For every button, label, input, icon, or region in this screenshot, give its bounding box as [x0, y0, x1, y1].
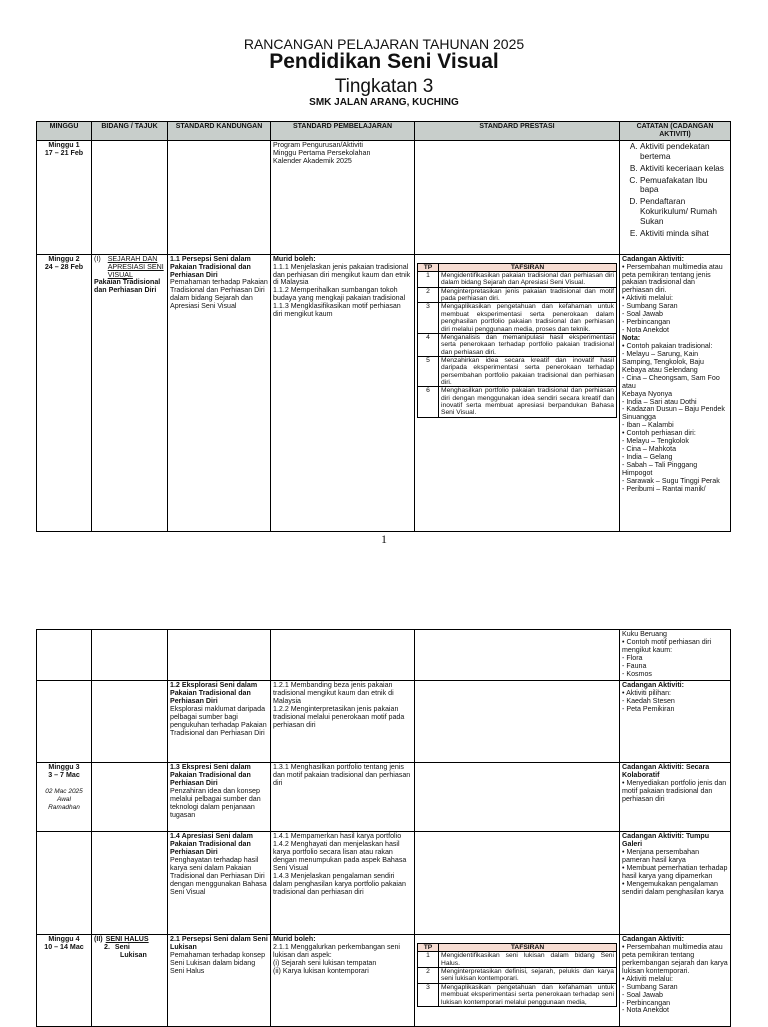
week-label: Minggu 3	[48, 763, 80, 771]
nota-line: - Iban – Kalambi	[622, 421, 674, 430]
subject-title: Pendidikan Seni Visual	[269, 50, 499, 73]
notes-title: Cadangan Aktiviti:	[622, 935, 685, 943]
lesson-plan-table-page-2	[36, 629, 731, 1027]
tp-header: TP	[418, 263, 439, 271]
prestasi-cell	[415, 763, 620, 832]
note-line: - Fauna	[622, 661, 647, 670]
note-line: • Aktiviti melalui:	[622, 974, 673, 983]
tp-text: Menganalisis dan memanipulasi hasil eksperimentasi serta penerokaan terhadap portfolio pakaian tradisional dan perhiasan diri.	[439, 333, 617, 356]
sk-title: 2.1 Persepsi Seni dalam Seni Lukisan	[170, 935, 268, 951]
catatan-cell	[620, 630, 731, 681]
note-line: - Soal Jawab	[622, 990, 664, 999]
table-row-week-4	[37, 935, 731, 1027]
tp-level: 2	[418, 968, 439, 984]
note-line: - Perbincangan	[622, 318, 671, 327]
bidang-cell	[92, 935, 168, 1027]
sp-cell	[271, 630, 415, 681]
activity-list	[622, 142, 728, 240]
sp-item: 1.1.1 Menjelaskan jenis pakaian tradisional dan perhiasan diri mengikut kaum dan etnik di Malaysia	[273, 262, 411, 287]
sk-title: 1.1 Persepsi Seni dalam Pakaian Tradisional dan Perhiasan Diri	[170, 254, 251, 279]
sp-cell	[271, 935, 415, 1027]
col-header-sk: STANDARD KANDUNGAN	[168, 122, 271, 141]
sk-title: 1.4 Apresiasi Seni dalam Pakaian Tradisional dan Perhiasan Diri	[170, 832, 253, 856]
bidang-number: (I)	[94, 254, 101, 263]
sk-cell	[168, 630, 271, 681]
tp-level: 4	[418, 333, 439, 356]
tp-text: Mengidentifikasikan pakaian tradisional dan perhiasan diri dalam bidang Sejarah dan Apresiasi Seni Visual.	[439, 272, 617, 288]
list-item: D. Pendaftaran Kokurikulum/ Rumah Sukan	[640, 197, 728, 227]
sk-cell	[168, 832, 271, 935]
sk-description: Eksplorasi maklumat daripada pelbagai sumber bagi pengukuhan terhadap Pakaian Tradisional dan Perhiasan Diri	[170, 704, 267, 737]
table-header-row	[37, 122, 731, 141]
catatan-cell	[620, 681, 731, 763]
calendar-note	[39, 788, 89, 812]
bidang-cell	[92, 630, 168, 681]
table-row-week-2	[37, 254, 731, 531]
bidang-number: (II)	[94, 935, 103, 943]
program-line: Program Pengurusan/Aktiviti	[273, 140, 363, 149]
sk-description: Penghayatan terhadap hasil karya seni dalam Pakaian Tradisional dan Perhiasan Diri dengan menggunakan Bahasa Seni Visual	[170, 855, 267, 896]
bidang-cell	[92, 681, 168, 763]
catatan-cell	[620, 763, 731, 832]
note-line: • Aktiviti pilihan:	[622, 688, 672, 697]
col-header-catatan: CATATAN (CADANGAN AKTIVITI)	[620, 122, 731, 141]
lesson-plan-table-page-1	[36, 121, 731, 532]
note-line: - Peta Pemikiran	[622, 704, 675, 713]
nota-line: - India – Sari atau Dothi	[622, 397, 697, 406]
note-line: • Persembahan multimedia atau peta pemikiran tentang perkembangan sejarah dan karya lukisan kontemporari.	[622, 942, 728, 975]
sk-cell	[168, 254, 271, 531]
tp-header-row	[418, 944, 617, 952]
tp-text: Menginterpretasikan jenis pakaian tradisional dan motif pada perhiasan diri.	[439, 287, 617, 303]
bidang-name: SEJARAH DAN APRESIASI SENI VISUAL	[107, 254, 164, 279]
tp-table	[417, 943, 617, 1007]
sk-title: 1.3 Ekspresi Seni dalam Pakaian Tradisional dan Perhiasan Diri	[170, 763, 251, 787]
sk-title: 1.2 Eksplorasi Seni dalam Pakaian Tradisional dan Perhiasan Diri	[170, 681, 258, 705]
table-row-week-1	[37, 140, 731, 254]
sp-item: 1.4.1 Mempamerkan hasil karya portfolio	[273, 832, 402, 840]
prestasi-cell	[415, 140, 620, 254]
sp-item: 1.2.2 Menginterpretasikan jenis pakaian tradisional melalui penerokaan motif pada perhiasan diri	[273, 704, 405, 729]
nota-line: Kebaya Nyonya	[622, 389, 673, 398]
catatan-cell	[620, 935, 731, 1027]
prestasi-cell	[415, 935, 620, 1027]
program-cell	[271, 140, 415, 254]
table-row-1-4	[37, 832, 731, 935]
note-line: • Persembahan multimedia atau peta pemikiran tentang jenis pakaian tradisional dan perhiasan diri.	[622, 262, 723, 295]
note-line: Ramadhan	[48, 804, 80, 812]
tp-row	[418, 272, 617, 288]
sub-name: Seni	[114, 942, 130, 951]
list-item: E. Aktiviti minda sihat	[640, 229, 728, 239]
nota-line: - India – Gelang	[622, 453, 673, 462]
nota-line: - Kadazan Dusun – Baju Pendek Sinuangga	[622, 405, 725, 422]
note-line: - Kosmos	[622, 669, 652, 678]
tp-row	[418, 968, 617, 984]
bidang-cell	[92, 140, 168, 254]
note-line: - Flora	[622, 653, 643, 662]
week-dates: 17 – 21 Feb	[44, 148, 84, 157]
nota-line: - Cina – Mahkota	[622, 445, 677, 454]
tp-row	[418, 387, 617, 417]
tafsiran-header: TAFSIRAN	[439, 263, 617, 271]
notes-title: Cadangan Aktiviti:	[622, 254, 685, 263]
tp-text: Menzahirkan idea secara kreatif dan inovatif hasil daripada eksperimentasi serta penerokaan terhadap persembahan portfolio pakaian tradisional dan perhiasan diri.	[439, 356, 617, 386]
note-line: • Menjana persembahan pameran hasil karya	[622, 847, 700, 864]
note-line: - Soal Jawab	[622, 310, 664, 319]
week-dates: 3 – 7 Mac	[48, 770, 80, 779]
nota-line: • Contoh pakaian tradisional:	[622, 341, 713, 350]
week-cell	[37, 630, 92, 681]
sk-description: Pemahaman terhadap konsep Seni Lukisan dalam bidang Seni Halus	[170, 950, 266, 975]
notes-title: Cadangan Aktiviti:	[622, 681, 685, 689]
sp-item: 2.1.1 Menggalurkan perkembangan seni lukisan dari aspek:	[273, 942, 400, 959]
week-dates: 10 – 14 Mac	[44, 942, 84, 951]
note-line: - Kaedah Stesen	[622, 696, 675, 705]
week-cell	[37, 935, 92, 1027]
sp-intro: Murid boleh:	[273, 254, 316, 263]
tp-text: Mengaplikasikan pengetahuan dan kefahaman untuk membuat eksperimentasi serta penerokaan terhadap seni lukisan kontemporari melalui penggunaan media,	[439, 983, 617, 1006]
col-header-minggu: MINGGU	[37, 122, 92, 141]
week-cell	[37, 832, 92, 935]
table-row-1-2	[37, 681, 731, 763]
note-line: • Mengemukakan pengalaman sendiri dalam penghasilan karya	[622, 879, 724, 896]
note-line: - Perbincangan	[622, 998, 671, 1007]
nota-title: Nota:	[622, 334, 641, 343]
week-cell	[37, 140, 92, 254]
nota-line: - Melayu – Sarung, Kain Samping, Tengkolok, Baju Kebaya atau Selendang	[622, 349, 704, 374]
tp-row	[418, 356, 617, 386]
tp-text: Mengidentifikasikan seni lukisan dalam bidang Seni Halus.	[439, 952, 617, 968]
sp-item: 1.1.3 Mengklasifikasikan motif perhiasan diri mengikut kaum	[273, 302, 401, 319]
nota-line: - Peribumi – Rantai manik/	[622, 484, 706, 493]
list-item: A. Aktiviti pendekatan bertema	[640, 142, 728, 162]
bidang-cell	[92, 832, 168, 935]
prestasi-cell	[415, 681, 620, 763]
program-line: Minggu Pertama Persekolahan	[273, 148, 371, 157]
sp-item: 1.4.3 Menjelaskan pengalaman sendiri dalam penghasilan karya portfolio pakaian tradisional dan perhiasan diri	[273, 871, 406, 896]
sp-item: (ii) Karya lukisan kontemporari	[273, 966, 369, 975]
sp-item: 1.4.2 Menghayati dan menjelaskan hasil karya portfolio secara lisan atau rakan dengan menumpukan pada aspek Bahasa Seni Visual	[273, 839, 407, 872]
table-row-week-3	[37, 763, 731, 832]
tp-level: 5	[418, 356, 439, 386]
program-line: Kalender Akademik 2025	[273, 156, 352, 165]
tafsiran-header: TAFSIRAN	[439, 944, 617, 952]
tp-header-row	[418, 263, 617, 271]
prestasi-cell	[415, 630, 620, 681]
tp-row	[418, 287, 617, 303]
notes-title: Cadangan Aktiviti: Secara Kolaboratif	[622, 763, 710, 779]
nota-line: • Contoh perhiasan diri:	[622, 429, 696, 438]
tp-level: 2	[418, 287, 439, 303]
note-line: Awal	[57, 796, 71, 803]
tp-row	[418, 303, 617, 333]
sub-number: 2.	[104, 942, 110, 951]
sp-item: (i) Sejarah seni lukisan tempatan	[273, 958, 377, 967]
week-dates: 24 – 28 Feb	[44, 262, 84, 271]
tp-text: Menginterpretasikan definisi, sejarah, pelukis dan karya seni lukisan kontemporari.	[439, 968, 617, 984]
list-item: B. Aktiviti keceriaan kelas	[640, 164, 728, 174]
note-line: • Membuat pemerhatian terhadap hasil karya yang dipamerkan	[622, 863, 728, 880]
bidang-cell	[92, 254, 168, 531]
catatan-cell	[620, 832, 731, 935]
sk-description: Penzahiran idea dan konsep melalui pelbagai sumber dan teknologi dalam penjanaan tugasan	[170, 786, 261, 819]
note-line: Kuku Beruang	[622, 630, 667, 638]
sub-name-line-2: Lukisan	[120, 950, 147, 959]
school-name: SMK JALAN ARANG, KUCHING	[309, 97, 459, 108]
tp-row	[418, 952, 617, 968]
prestasi-cell	[415, 254, 620, 531]
sk-cell	[168, 140, 271, 254]
bidang-cell	[92, 763, 168, 832]
note-line: 02 Mac 2025	[45, 787, 83, 795]
sp-cell	[271, 681, 415, 763]
catatan-cell	[620, 140, 731, 254]
tp-table	[417, 263, 617, 418]
nota-line: - Sabah – Tali Pinggang Himpogot	[622, 461, 698, 477]
col-header-bidang: BIDANG / TAJUK	[92, 122, 168, 141]
sk-cell	[168, 935, 271, 1027]
sk-cell	[168, 763, 271, 832]
tp-text: Mengaplikasikan pengetahuan dan kefahaman untuk membuat eksperimentasi serta penerokaan dalam penghasilan portfolio pakaian tradisional dan perhiasan diri melalui penggunaan media, proses dan teknik.	[439, 303, 617, 333]
tp-level: 3	[418, 983, 439, 1006]
sp-item: 1.1.2 Memperihalkan sumbangan tokoh budaya yang mengkaji pakaian tradisional	[273, 286, 406, 303]
note-line: - Sumbang Saran	[622, 982, 678, 991]
note-line: - Nota Anekdot	[622, 1006, 669, 1015]
table-row-continued	[37, 630, 731, 681]
sp-item: 1.3.1 Menghasilkan portfolio tentang jenis dan motif pakaian tradisional dan perhiasan diri	[273, 763, 411, 787]
sp-intro: Murid boleh:	[273, 935, 316, 943]
notes-title: Cadangan Aktiviti: Tumpu Galeri	[622, 832, 710, 848]
week-label: Minggu 2	[48, 254, 80, 263]
nota-line: - Sarawak – Sugu Tinggi Perak	[622, 476, 720, 485]
page-number: 1	[381, 532, 387, 546]
list-item: C. Pemuafakatan Ibu bapa	[640, 176, 728, 196]
sk-description: Pemahaman terhadap Pakaian Tradisional dan Perhiasan Diri dalam bidang Sejarah dan Apresiasi Seni Visual	[170, 278, 268, 311]
note-line: • Menyediakan portfolio jenis dan motif pakaian tradisional dan perhiasan diri	[622, 778, 727, 803]
prestasi-cell	[415, 832, 620, 935]
tp-header: TP	[418, 944, 439, 952]
col-header-prestasi: STANDARD PRESTASI	[415, 122, 620, 141]
sp-cell	[271, 832, 415, 935]
tp-level: 1	[418, 272, 439, 288]
bidang-name: SENI HALUS	[105, 935, 149, 943]
tp-row	[418, 333, 617, 356]
note-line: • Contoh motif perhiasan diri mengikut kaum:	[622, 637, 712, 654]
level-title: Tingkatan 3	[334, 76, 434, 97]
plan-title: RANCANGAN PELAJARAN TAHUNAN 2025	[243, 36, 525, 52]
tp-level: 1	[418, 952, 439, 968]
note-line: • Aktiviti melalui:	[622, 294, 673, 303]
sp-cell	[271, 254, 415, 531]
note-line: - Nota Anekdot	[622, 326, 669, 335]
week-label: Minggu 1	[48, 140, 80, 149]
tp-text: Menghasilkan portfolio pakaian tradisional dan perhiasan diri dengan menggunakan idea sendiri secara kreatif dan inovatif serta membuat apresiasi berpandukan Bahasa Seni Visual.	[439, 387, 617, 417]
week-cell	[37, 763, 92, 832]
catatan-cell	[620, 254, 731, 531]
tp-row	[418, 983, 617, 1006]
nota-line: - Cina – Cheongsam, Sam Foo atau	[622, 373, 720, 390]
tajuk-name: Pakaian Tradisional dan Perhiasan Diri	[94, 278, 161, 295]
sp-cell	[271, 763, 415, 832]
sk-cell	[168, 681, 271, 763]
week-label: Minggu 4	[48, 935, 80, 943]
note-line: - Sumbang Saran	[622, 302, 678, 311]
tp-level: 6	[418, 387, 439, 417]
col-header-sp: STANDARD PEMBELAJARAN	[271, 122, 415, 141]
sp-item: 1.2.1 Membanding beza jenis pakaian tradisional mengikut kaum dan etnik di Malaysia	[273, 681, 394, 705]
tp-level: 3	[418, 303, 439, 333]
week-cell	[37, 681, 92, 763]
nota-line: - Melayu – Tengkolok	[622, 437, 689, 446]
week-cell	[37, 254, 92, 531]
